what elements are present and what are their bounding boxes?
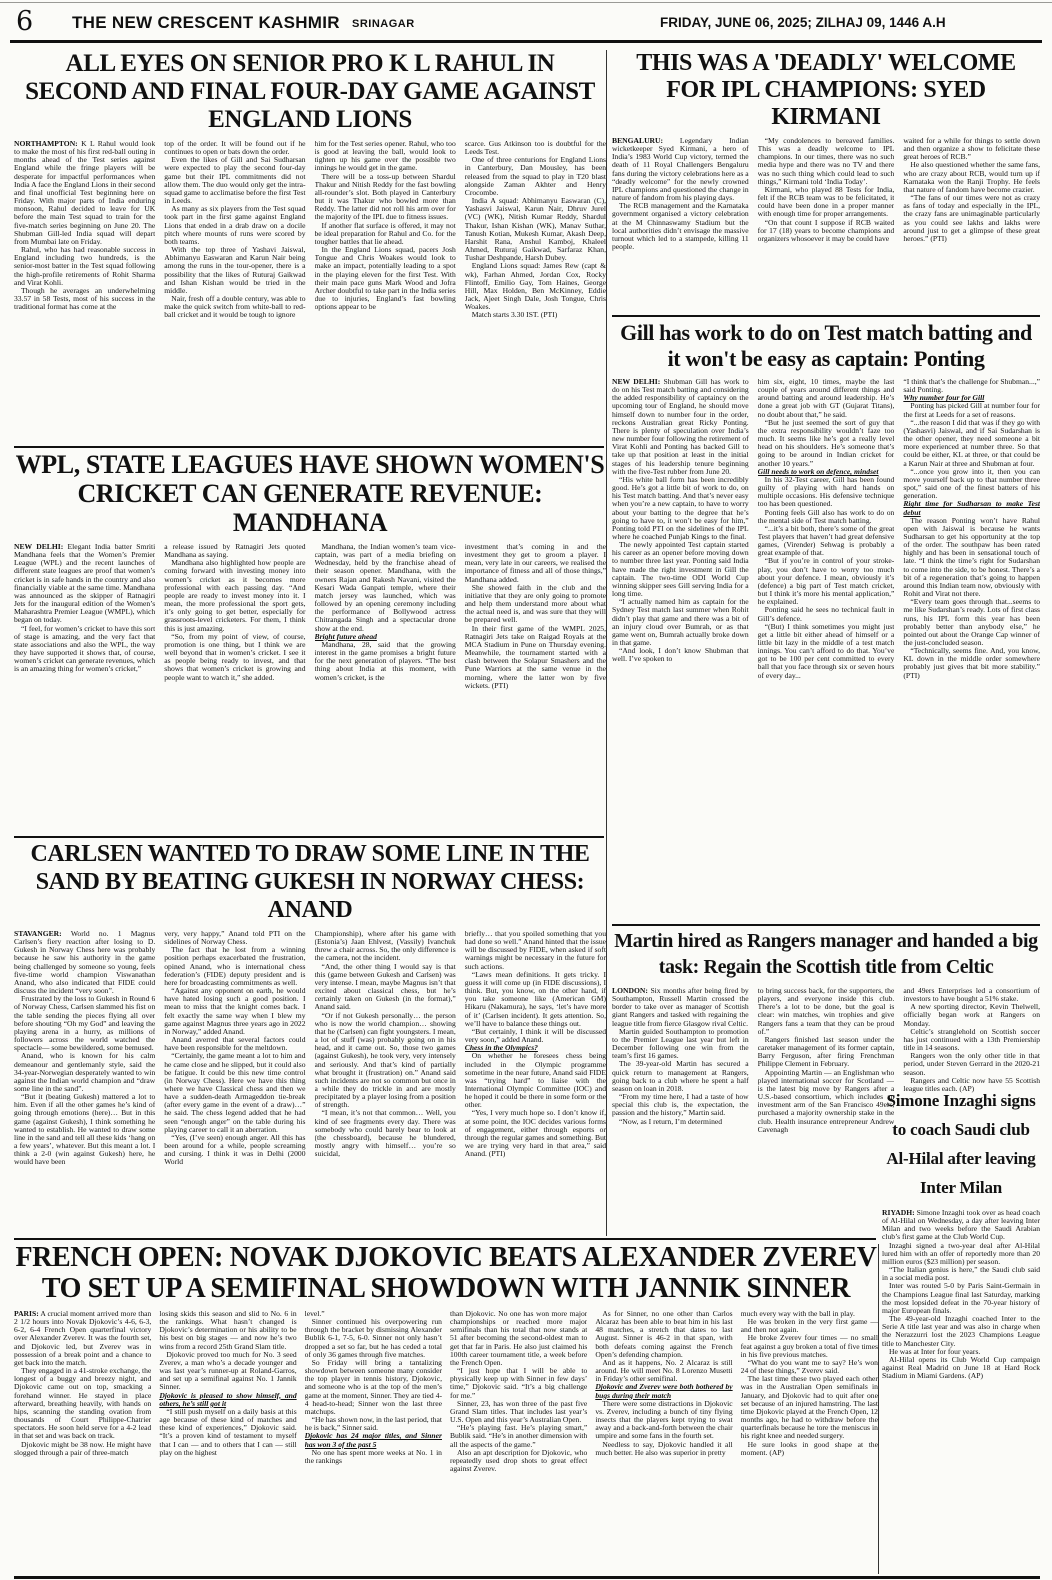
article-gill-body bbox=[612, 378, 1040, 924]
article-column bbox=[465, 930, 606, 1260]
paragraph: Rahul, who has had reasonable success in England including two hundreds, is the senior-most batter in the Test squad following the high-profile retirements of Rohit Sharma and Virat Kohli. bbox=[14, 245, 156, 287]
paragraph: a release issued by Ratnagiri Jets quoted Mandhana as saying. bbox=[164, 543, 306, 560]
paragraph-subhead: Right time for Sudharsan to make Test debut bbox=[903, 499, 1040, 517]
article-gill-headline: Gill has work to do on Test match batting and it won't be easy as captain: Ponting bbox=[620, 320, 1032, 371]
paragraph: Inzaghi signed a two-year deal after Al-Hilal lured him with an offer of reportedly more than 20 million euros ($23 million) per season. bbox=[882, 1240, 1040, 1266]
paragraph: “His white ball form has been incredibly good. He’s got a little bit of work to do, on his Test match batting. And that’s never easy when you’re a new captain, to have to worry about your batting to the degree that he’s going to have to, it won’t be easy for him,” Ponting told PTI on the sidelines of the IPL where he coached Punjab Kings to the final. bbox=[612, 474, 749, 541]
article-column bbox=[450, 1310, 587, 1576]
paragraph: Rangers won the only other title in that period, under Steven Gerrard in the 2020-21 season. bbox=[903, 1051, 1040, 1077]
article-column bbox=[595, 1310, 732, 1576]
article-column bbox=[903, 137, 1040, 339]
dateline: PARIS: bbox=[14, 1310, 39, 1318]
paragraph-subhead: Bright future ahead bbox=[314, 631, 377, 641]
paragraph: Rangers finished last season under the caretaker management of its former captain, Barry Ferguson, after firing Frenchman Philippe Clement in February. bbox=[757, 1034, 895, 1069]
paragraph: In his 32-Test career, Gill has been found guilty of playing with hard hands on multiple occasions. His defensive technique too has been questioned. bbox=[757, 474, 895, 509]
dateline: BENGALURU: bbox=[612, 137, 664, 145]
paragraph: Sinner continued his overpowering run through the bracket by dismissing Alexander Bublik 6-1, 7-5, 6-0. Sinner not only hasn’t dropped a set so far, but he has ceded a total of only 36 games through five matches. bbox=[304, 1317, 442, 1359]
article-column bbox=[315, 930, 456, 1260]
paragraph: And as it happens, No. 2 Alcaraz is still around. He will meet No. 8 Lorenzo Musetti in Friday’s other semifinal. bbox=[595, 1357, 733, 1384]
paragraph: “The fans of our times were not as crazy as fans of today and especially in the IPL, the crazy fans are unimaginable particularly as you could see lakhs and lakhs were around just to get a glimpse of these great heroes.” (PTI) bbox=[903, 193, 1040, 243]
dateline: NEW DELHI: bbox=[14, 543, 64, 551]
page-number: 6 bbox=[16, 6, 34, 37]
paragraph: “I actually named him as captain for the Sydney Test match last summer when Rohit didn’t play that game and there was a bit of an injury cloud over Bumrah, or as that game went on, Bumrah actually broke down in that game. bbox=[612, 597, 749, 647]
article-column bbox=[14, 140, 155, 470]
article-column bbox=[315, 543, 456, 863]
paragraph-subhead: Gill needs to work on defence, mindset bbox=[757, 466, 879, 476]
divider-french-top bbox=[14, 1238, 876, 1240]
masthead-title: THE NEW CRESCENT KASHMIR bbox=[72, 13, 340, 32]
article-column bbox=[164, 140, 305, 470]
article-column bbox=[741, 1310, 878, 1576]
paragraph: The fact that he lost from a winning position perhaps exacerbated the frustration, opined Anand, who is international chess federation’s (FIDE) deputy president and is here for broadcasting commitments as well. bbox=[164, 945, 306, 987]
article-column bbox=[612, 378, 749, 924]
paragraph: NEW DELHI: Elegant India batter Smriti Mandhana feels that the Women’s Premier League (WPL) and the recent launches of different state leagues are proof that women’s cricket is in safe hands in the country and also financially viable at the same time. Mandhana was announced as the skipper of Ratnagiri Jets for the inaugural edition of the Women’s Maharashtra Premier League (WMPL), which began on today. bbox=[14, 543, 156, 625]
paragraph: “Laws mean definitions. It gets tricky. I guess it will come up (in FIDE discussions), I think. But, you know, on the other hand, if you take someone like (American GM) Hikaru (Nakamura), he says, ‘let’s have more of it’ (Carlsen incident). It gets attention. So, we’ll have to balance these things out. bbox=[464, 969, 606, 1028]
article-column bbox=[14, 1310, 151, 1576]
page-bottom-rule bbox=[14, 1576, 1040, 1579]
paragraph: Rangers and Celtic now have 55 Scottish league titles each. (AP) bbox=[903, 1075, 1040, 1093]
paragraph: “He has shown now, in the last period, that he is back,” Sinner said. bbox=[304, 1415, 442, 1433]
paragraph: “And look, I don’t know Shubman that well. I’ve spoken to bbox=[612, 646, 749, 664]
paragraph: than Djokovic. No one has won more major championships or reached more major semifinals than his total that now stands at 51 after becoming the second-oldest man to get that far in Paris. He also just claimed his 100th career tournament title, a week before the French Open. bbox=[449, 1310, 588, 1367]
paragraph: “I just hope that I will be able to physically keep up with Sinner in few days’ time,” Djokovic said. “It’s a big challenge for me.” bbox=[449, 1366, 588, 1400]
paragraph: The 49-year-old Inzaghi coached Inter to the Serie A title last year and was also in charge when the Nerazzurri lost the 2023 Champions League title to Manchester City. bbox=[882, 1314, 1040, 1348]
paragraph: Championship), where after his game with (Estonia’s) Jaan Ehlvest, (Vassily) Ivanchuk threw a chair across. So, the only difference is the camera, not the incident. bbox=[314, 930, 456, 963]
paragraph: Appointing Martin — an Englishman who played international soccer for Scotland — is the latest big move by Rangers after a U.S.-based consortium, which includes an investment arm of the San Francisco 49ers, purchased a majority ownership stake in the club. Health insurance entrepreneur Andrew Cavenagh bbox=[757, 1067, 895, 1134]
article-martin-headline: Martin hired as Rangers manager and handed a big task: Regain the Scottish title from Celtic bbox=[614, 930, 1038, 978]
paragraph-subhead: Djokovic and Zverev were both bothered by bugs during their match bbox=[595, 1382, 733, 1400]
article-kirmani-body bbox=[612, 137, 1040, 339]
paragraph: He sure looks in good shape at the moment. (AP) bbox=[740, 1439, 878, 1457]
divider-gill-martin bbox=[612, 924, 1040, 926]
paragraph: Ponting feels Gill also has work to do on the mental side of Test match batting. bbox=[757, 507, 895, 525]
paragraph: BENGALURU: Legendary Indian wicketkeeper Syed Kirmani, a hero of India’s 1983 World Cup victory, termed the death of 11 Royal Challengers Bengaluru fans during the victory celebrations here as a “deadly welcome” for the newly crowned IPL champions and questioned the change in nature of fandom from his playing days. bbox=[612, 137, 749, 203]
paragraph: Sinner, 23, has won three of the past five Grand Slam titles. That includes last year’s U.S. Open and this year’s Australian Open. bbox=[449, 1398, 588, 1425]
paragraph: The RCB management and the Karnataka government organised a victory celebration at the M Chinnaswamy Stadium but the local authorities didn’t envisage the massive turnout which led to a stampede, killing 11 people. bbox=[612, 201, 749, 252]
article-carlsen-headline: CARLSEN WANTED TO DRAW SOME LINE IN THE SAND BY BEATING GUKESH IN NORWAY CHESS: ANAND bbox=[30, 841, 590, 923]
article-kirmani bbox=[612, 50, 1040, 314]
article-column bbox=[758, 137, 895, 339]
paragraph: He was at Inter for four years. bbox=[889, 1346, 981, 1356]
paragraph: him six, eight, 10 times, maybe the last couple of years around different things and around batting and around leadership. He’s done a great job with GT (Gujarat Titans), no doubt about that,” he said. bbox=[757, 378, 895, 419]
paragraph: “But if you’re in control of your stroke-play, you don’t have to worry too much about your defence. I mean, obviously it’s (defence) a big part of Test match cricket, but I think it’s more his mental application,” he explained. bbox=[757, 556, 895, 607]
paragraph: much every way with the ball in play. bbox=[740, 1310, 855, 1318]
paragraph: “What do you want me to say? He’s won 24 of these things,” Zverev said. bbox=[740, 1357, 878, 1376]
paragraph: She showed faith in the club and the initiative that they are only going to promote and help them understand more about what the actual need is, and was sure that they will be prepared well. bbox=[464, 582, 606, 625]
paragraph: So Friday will bring a tantalizing showdown between someone many consider the top player in tennis history, Djokovic, and someone who is at the top of the men’s game at the moment, Sinner. They are tied 4-4 head-to-head; Sinner won the last three matchups. bbox=[304, 1357, 442, 1416]
article-column bbox=[903, 378, 1040, 924]
paragraph: Anand averred that several factors could have been responsible for the meltdown. bbox=[164, 1035, 306, 1053]
article-french-headline: FRENCH OPEN: NOVAK DJOKOVIC BEATS ALEXANDER ZVEREV TO SET UP A SEMIFINAL SHOWDOWN WITH JANNIK SINNER bbox=[15, 1242, 877, 1304]
paragraph: If another flat surface is offered, it may not be ideal preparation for Rahul and Co. for the tougher battles that lie ahead. bbox=[314, 220, 456, 246]
article-column bbox=[758, 987, 895, 1221]
paragraph: As many as six players from the Test squad took part in the first game against England Lions that ended in a drab draw on a docile pitch where mounts of runs were scored by both teams. bbox=[164, 204, 306, 246]
paragraph: top of the order. It will be found out if he continues to open or bats down the order. bbox=[164, 140, 306, 157]
paragraph: “...once you grow into it, then you can move yourself back up to that number three spot,” said one of the finest batters of his generation. bbox=[903, 466, 1040, 501]
paragraph: “And, the other thing I would say is that this (game between Gukesh and Carlsen) was very intense. I mean, maybe Magnus isn’t that excited about classical chess, but he’s certainly taken on Gukesh (in the format),” Anand said. bbox=[314, 961, 456, 1012]
article-column bbox=[315, 140, 456, 470]
article-french bbox=[14, 1242, 878, 1576]
paragraph: “But certainly, I think it will be discussed very soon,” added Anand. bbox=[464, 1026, 606, 1045]
paragraph: In the England Lions squad, pacers Josh Tongue and Chris Woakes would look to make an impact, potentially leading to a spot in the playing eleven for the first Test. With their main pace guns Mark Wood and Jofra Archer doubtful to take part in the India series due to injuries, England’s fast bowling options appear to be bbox=[314, 245, 456, 312]
inzaghi-vertical-divider bbox=[878, 1244, 879, 1574]
dateline: STAVANGER: bbox=[14, 930, 62, 938]
paragraph: Match starts 3.30 IST. (PTI) bbox=[471, 310, 558, 320]
article-column bbox=[465, 140, 606, 470]
paragraph: level.” bbox=[304, 1310, 325, 1318]
paragraph: “So, from my point of view, of course, promotion is one thing, but I think we are well beyond that in women’s cricket. I see it as people being ready to invest, and that shows that women’s cricket is growing and people want to watch it,” she added. bbox=[164, 631, 306, 682]
paragraph: On whether he foresees chess being included in the Olympic programme sometime in the near future, Anand said FIDE was “trying hard” to liaise with the International Olympic Committee (IOC) and he hoped it could be there in some form or the other. bbox=[464, 1051, 606, 1110]
article-column bbox=[164, 543, 305, 863]
paragraph: him for the Test series opener. Rahul, who too is good at leaving the ball, would look to tighten up his game over the possible two innings he would get in the game. bbox=[314, 140, 456, 173]
article-mandhana-headline: WPL, STATE LEAGUES HAVE SHOWN WOMEN'S CRICKET CAN GENERATE REVENUE: MANDHANA bbox=[15, 450, 605, 537]
paragraph-subhead: Djokovic is pleased to show himself, and others, he’s still got it bbox=[159, 1390, 297, 1408]
paragraph: NORTHAMPTON: K L Rahul would look to make the most of his first red-ball outing in months ahead of the Test series against England while the fringe players will be desperate for impactful performances when India A face the England Lions in their second and final unofficial Test beginning here on Friday. With major parts of India enduring monsoon, Rahul decided to leave for UK before the main Test squad to train for the five-match series beginning on June 20. The Shubman Gill-led India squad will depart from Mumbai late on Friday. bbox=[14, 140, 156, 246]
paragraph: “I feel, for women’s cricket to have this sort of stage is amazing, and the very fact that state associations and also the WPL, the way they have supported it shows that, of course, women’s cricket can generate revenues, which is an amazing thing for women’s cricket,” bbox=[14, 623, 156, 674]
paragraph: He was broken in the very first game — and then not again. bbox=[740, 1317, 878, 1335]
paragraph: Celtic’s stranglehold on Scottish soccer has just continued with a 13th Premiership title in 14 seasons. bbox=[903, 1026, 1040, 1053]
dateline: RIYADH: bbox=[882, 1209, 915, 1217]
paragraph: Martin guided Southampton to promotion to the Premier League last year but left in December following one win from the team’s first 16 games. bbox=[612, 1026, 749, 1061]
paragraph: investment that’s coming in and the investment they get to groom a player. I mean, very late in our careers, we realised the importance of fitness and all of those things,” Mandhana added. bbox=[464, 543, 606, 584]
divider-mandhana-carlsen bbox=[14, 836, 604, 838]
paragraph: scarce. Gus Atkinson too is doubtful for the Leeds Test. bbox=[464, 140, 606, 157]
article-column bbox=[305, 1310, 442, 1576]
article-column bbox=[164, 930, 305, 1260]
paragraph: to bring success back, for the supporters, the players, and everyone inside this club. There’s a lot to be done, but the goal is clear: win matches, win trophies and give Rangers fans a team that they can be proud of.” bbox=[757, 987, 895, 1036]
paragraph: “Or if not Gukesh personally… the person who is now the world champion… showing that he (Carlsen) can fight youngsters. I mean, a lot of stuff (was) probably going on in his head, and it came out. So, those two games (against Gukesh), he took very, very intensely and seriously. And that’s kind of partially what brought it (frustration) on.” Anand said such incidents are not so common but once in a while they do trickle in and are mostly precipitated by a player losing from a position of strength. bbox=[314, 1010, 456, 1110]
dateline: NORTHAMPTON: bbox=[14, 140, 78, 148]
article-column bbox=[758, 378, 895, 924]
paragraph: He broke Zverev four times — no small feat against a guy broken a total of five times in his five previous matches. bbox=[740, 1333, 878, 1359]
article-inzaghi bbox=[882, 1086, 1040, 1578]
paragraph: England Lions squad: James Rew (capt & wk), Farhan Ahmed, Jordan Cox, Rocky Flintoff, Emilio Gay, Tom Haines, George Hill, Max Holden, Ben McKinney, Eddie Jack, Ajeet Singh Dale, Josh Tongue, Chris Woakes. bbox=[464, 261, 606, 312]
divider-rahul-mandhana bbox=[14, 446, 604, 448]
article-column bbox=[14, 930, 155, 1260]
article-rahul-headline: ALL EYES ON SENIOR PRO K L RAHUL IN SECOND AND FINAL FOUR-DAY GAME AGAINST ENGLAND LIONS bbox=[25, 50, 595, 133]
article-mandhana-body bbox=[14, 543, 606, 863]
paragraph: RIYADH: Simone Inzaghi took over as head coach of Al-Hilal on Wednesday, a day after leaving Inter Milan and two weeks before the Saudi Arabian club’s first game at the Club World Cup. bbox=[882, 1209, 1040, 1242]
paragraph: “...it’s a bit both, there’s some of the great Test players that haven’t had great defensive games, (Virender) Sehwag is probably a great example of that. bbox=[757, 523, 895, 558]
paragraph: “Every team goes through that...seems to me like Sudarshan’s ready. Lots of first class runs, his IPL form this year has been probably better than anybody else,” he pointed out about the Orange Cap winner of the just-concluded season. bbox=[903, 597, 1040, 647]
article-column bbox=[612, 137, 749, 339]
article-column bbox=[14, 543, 155, 863]
paragraph: LONDON: Six months after being fired by Southampton, Russell Martin crossed the border to take over as manager of Scottish giant Rangers and tasked with regaining the league title from fierce Glasgow rival Celtic. bbox=[612, 987, 749, 1028]
paragraph: Mandhana also highlighted how people are coming forward with investing money into women’s cricket as it becomes more professional with each passing day. “And people are ready to invest money into it. I mean, the more professional the sport gets, it’s only going to get better, especially for grassroots-level cricketers. For them, I think this is just amazing. bbox=[164, 558, 306, 633]
paragraph: The newly appointed Test captain started his career as an opener before moving down to number three last year. Ponting said India have made the right investment in Gill the captain. The two-time ODI World Cup winning skipper sees Gill serving India for a long time. bbox=[612, 540, 749, 599]
paragraph: “Yes, I very much hope so. I don’t know if, at some point, the IOC decides various forms of engagement, either through esports or through the regular games and something. But we are trying very hard in that area,” said Anand. (PTI) bbox=[464, 1108, 606, 1159]
paragraph: “The Italian genius is here,” the Saudi club said in a social media post. bbox=[882, 1265, 1040, 1283]
paragraph: One of three centurions for England Lions in Canterbury, Dan Mousley, has been released from the squad to play in T20 blast alongside Zaman Akhter and Henry Crocombe. bbox=[464, 155, 606, 197]
paragraph: very, very happy,” Anand told PTI on the sidelines of Norway Chess. bbox=[164, 930, 306, 947]
paragraph: Even the likes of Gill and Sai Sudharsan were expected to play the second four-day game but their IPL commitments did not allow them. The duo would only get the intra-squad game to acclimatise before the first Test in Leeds. bbox=[164, 155, 306, 206]
article-carlsen bbox=[14, 840, 606, 1234]
paragraph: briefly… that you spoiled something that you had done so well.” Anand hinted that the issue will be discussed by FIDE, when asked if soft warnings might be necessary in the future for such actions. bbox=[464, 930, 606, 971]
paragraph: Djokovic might be 38 now. He might have slogged through a pair of three-match bbox=[14, 1439, 152, 1457]
header-bottom-rule bbox=[10, 40, 1042, 43]
article-gill bbox=[612, 320, 1040, 922]
article-mandhana bbox=[14, 450, 606, 834]
paragraph: A new sporting director, Kevin Thelwell, officially began work at Rangers on Monday. bbox=[903, 1002, 1040, 1028]
article-inzaghi-body bbox=[882, 1209, 1040, 1545]
article-inzaghi-headline: Simone Inzaghi signs to coach Saudi club Al-Hilal after leaving Inter Milan bbox=[886, 1091, 1036, 1197]
paragraph: He also questioned whether the same fans, who are crazy about RCB, would turn up if Karnataka won the Ranji Trophy. He feels that nature of fandom have become crazier. bbox=[903, 160, 1040, 194]
paragraph: With the top three of Yashavi Jaiswal, Abhimanyu Easwaran and Karun Nair being among the runs in the tour-opener, there is a possibility that the likes of Ruturaj Gaikwad and Ishan Kishan would be tried in the middle. bbox=[164, 245, 306, 295]
paragraph: The 39-year-old Martin has secured a quick return to management at Rangers, going back to a club where he spent a half season on loan in 2018. bbox=[612, 1059, 749, 1093]
paragraph: No one has spent more weeks at No. 1 in the rankings bbox=[304, 1447, 442, 1465]
article-column bbox=[159, 1310, 296, 1576]
article-column bbox=[612, 987, 749, 1221]
paragraph: “My condolences to bereaved families. This was a deadly welcome to IPL champions. In our times, there was no such media hype and there was no TV and there was no such thing which could lead to such things,” Kirmani told ‘India Today’. bbox=[757, 137, 895, 186]
paragraph: “...the reason I did that was if they go with (Yashasvi) Jaiswal, and if Sai Sudarshan is the other opener, they need someone a bit more experienced at number three. So that could be either, KL at three, or that could be a Karun Nair at three and Shubman at four. bbox=[903, 417, 1040, 468]
paragraph: “He’s playing fast. He’s playing smart,” Bublik said. “He’s in another dimension with all the aspects of the game.” bbox=[449, 1423, 588, 1449]
paragraph: “I think that’s the challenge for Shubman...,” said Ponting. bbox=[903, 378, 1040, 395]
paragraph: Ponting has picked Gill at number four for the first at Leeds for a set of reasons. bbox=[903, 401, 1040, 419]
paragraph: “I mean, it’s not that common… Well, you kind of see fragments every day. There was somebody who could barely bear to look at (the chessboard), because he blundered, mostly angry with himself… you’re so suicidal, bbox=[314, 1108, 456, 1159]
paragraph: In their first game of the WMPL 2025, Ratnagiri Jets take on Raigad Royals at the MCA Stadium in Pune on Thursday evening. Meanwhile, the tournament started with a clash between the Solapur Smashers and the Pune Warriors at the same venue in the morning, where the latter won by five wickets. (PTI) bbox=[464, 623, 606, 690]
paragraph-subhead: Chess in the Olympics? bbox=[464, 1043, 538, 1053]
article-french-body bbox=[14, 1310, 878, 1576]
paragraph: Djokovic proved too much for No. 3 seed Zverev, a man who’s a decade younger and was last year’s runner-up at Roland-Garros, and set up a semifinal against No. 1 Jannik Sinner. bbox=[159, 1349, 297, 1392]
paragraph: Kirmani, who played 88 Tests for India, felt if the RCB team was to be felicitated, it could have been done in a proper manner with enough time for proper arrangements. bbox=[757, 184, 895, 219]
paragraph: Needless to say, Djokovic handled it all much better. He also was superior in pretty bbox=[595, 1439, 733, 1457]
paragraph: “But he just seemed the sort of guy that the extra responsibility wouldn’t faze too much. It seems like he’s got a really level head on his shoulders. He’s someone that’s going to be around in Indian cricket for another 10 years.” bbox=[757, 417, 895, 468]
paragraph: Anand, who is known for his calm demeanour and gentlemanly style, said the 34-year-Norwegian desperately wanted to win against the Indian world champion and “draw some line in the sand”. bbox=[14, 1051, 156, 1093]
paragraph: “Certainly, the game meant a lot to him and he came close and he slipped, but it could also be fatigue. It could be this new time control (in Norway Chess). Here we have this thing where we have Classical chess and then we have a sudden-death Armageddon tie-break (after every game in the event of a draw)…” he said. The chess legend added that he had seen “enough anger” on the table during his playing career to call it an aberration. bbox=[164, 1051, 306, 1134]
paragraph: “(But) I think sometimes you might just get a little bit either ahead of himself or a little bit lazy in the middle of a test match innings. You can’t afford to do that. You’ve got to be 100 per cent committed to every ball that you face through six or seven hours of every day... bbox=[757, 621, 895, 680]
header-top-rule bbox=[0, 2, 1052, 3]
paragraph: Mandhana, 28, said that the growing interest in the game promises a bright future for the next generation of players. “The best thing about India at this moment, with women’s cricket, is the bbox=[314, 639, 456, 682]
paragraph: As for Sinner, no one other than Carlos Alcaraz has been able to beat him in his last 48 matches, a stretch that dates to last August. Sinner is 46-2 in that span, with both defeats coming against the French Open’s defending champion. bbox=[595, 1310, 733, 1359]
paragraph: “On that count I suppose if RCB waited for 17 (18) years to become champions and organizers whosoever it may be could have bbox=[757, 217, 895, 243]
paragraph: Also an apt description for Djokovic, who repeatedly used drop shots to great effect against Zverev. bbox=[449, 1447, 588, 1473]
paragraph: “Technically, seems fine. And, you know, KL down in the middle order somewhere probably just gives that bit more stability.” (PTI) bbox=[903, 646, 1040, 680]
article-column bbox=[882, 1209, 1040, 1545]
paragraph-subhead: Why number four for Gill bbox=[903, 393, 985, 403]
article-rahul bbox=[14, 50, 606, 446]
paragraph: The last time these two played each other was in the Australian Open semifinals in January, and Djokovic had to quit after one set because of an injured hamstring. The last time Djokovic played at the French Open, 12 months ago, he had to withdraw before the quarterfinals because he tore the meniscus in his right knee and needed surgery. bbox=[740, 1374, 878, 1441]
paragraph: The reason Ponting won’t have Rahul open with Jaiswal is because he wants Sudharsan to get his opportunity at the top of the order. The southpaw has been rated highly and has been in sensational touch of late. “I think the time’s right for Sudarshan to come into the side, to be honest. There’s a bit of a regeneration that’s going to happen around this Indian team now, obviously with Rohit and Virat not there. bbox=[903, 515, 1040, 599]
article-rahul-body bbox=[14, 140, 606, 470]
header-date: FRIDAY, JUNE 06, 2025; ZILHAJ 09, 1446 A.H bbox=[660, 15, 946, 30]
paragraph: losing skids this season and slid to No. 6 in the rankings. What hasn’t changed is Djokovic’s determination or his ability to be his best on big stages — and now he’s two wins from a record 25th Grand Slam title. bbox=[159, 1310, 297, 1351]
paragraph: Al-Hilal opens its Club World Cup campaign against Real Madrid on June 18 at Hard Rock Stadium in Miami Gardens. (AP) bbox=[882, 1354, 1040, 1381]
paragraph: “From my time here, I had a taste of how special this club is, the expectation, the passion and the history,” Martin said. bbox=[612, 1092, 749, 1118]
paragraph: India A squad: Abhimanyu Easwaran (C), Yashasvi Jaiswal, Karun Nair, Dhruv Jurel (VC) (WK), Nitish Kumar Reddy, Shardul Thakur, Ishan Kishan (WK), Manav Suthar, Tanush Kotian, Mukesh Kumar, Akash Deep, Harshit Rana, Anshul Kamboj, Khaleel Ahmed, Ruturaj Gaikwad, Sarfaraz Khan, Tushar Deshpande, Harsh Dubey. bbox=[464, 196, 606, 263]
paragraph: Ponting said he sees no technical fault in Gill’s defence. bbox=[757, 605, 895, 623]
paragraph: Inter was routed 5-0 by Paris Saint-Germain in the Champions League final last Saturday, marking the most lopsided defeat in the 70-year history of major European finals. bbox=[882, 1281, 1040, 1315]
divider-kirmani-gill bbox=[612, 315, 1040, 317]
paragraph: They engaged in a 41-stroke exchange, the longest of a buggy and breezy night, and Djokovic came out on top, smacking a forehand winner. He stayed in place afterward, breathing heavily, with hands on hips, scanning the standing ovation from thousands of Court Philippe-Chatrier spectators. He soon held serve for a 4-2 lead in that set and was back on track. bbox=[14, 1366, 152, 1441]
paragraph: “Yes, (I’ve seen) enough anger. All this has been around for a while, people screaming and cursing. I think it was in Delhi (2000 World bbox=[164, 1132, 306, 1167]
paragraph: “I still push myself on a daily basis at this age because of these kind of matches and these kind of experiences,” Djokovic said. “It’s a proven kind of testament to myself that I can — and to others that I can — still play on the highest bbox=[159, 1406, 297, 1457]
paragraph: NEW DELHI: Shubman Gill has work to do on his Test match batting and considering the added responsibility of captaincy on the upcoming tour of England, he should move himself down to number four in the order, reckons Australian great Ricky Ponting. There is plenty of speculation over India’s new number four following the retirement of Virat Kohli and Ponting has backed Gill to take up that position at least in the initial stages of his leadership tenure beginning with the five-Test rubber from June 20. bbox=[612, 378, 749, 476]
center-vertical-divider bbox=[606, 50, 607, 1236]
dateline: LONDON: bbox=[612, 987, 648, 995]
paragraph: STAVANGER: World no. 1 Magnus Carlsen’s fiery reaction after losing to D. Gukesh in Norway Chess here was probably because he saw his authority in the game being challenged by someone so young, feels five-time world champion Viswanathan Anand, who also indicated that FIDE could discuss the incident “very soon”. bbox=[14, 930, 156, 996]
paragraph-subhead: Djokovic has 24 major titles, and Sinner has won 3 of the past 5 bbox=[304, 1431, 442, 1449]
article-kirmani-headline: THIS WAS A 'DEADLY' WELCOME FOR IPL CHAMPIONS: SYED KIRMANI bbox=[636, 50, 1016, 130]
paragraph: Mandhana, the Indian women’s team vice-captain, was part of a media briefing on Wednesday, held by the franchise ahead of their season opener. Mandhana, with the owners Rajan and Rakesh Navani, visited the Kesari Wada Ganpati temple, where their match jersey was launched, which was followed by an opening ceremony including the performance of Bollywood actress Chitrangada Singh and a spectacular drone show at the end. bbox=[314, 543, 456, 633]
paragraph: There were some distractions in Djokovic vs. Zverev, including a bunch of tiny flying insects that the players kept trying to swat away and a back-and-forth between the chair umpire and some fans in the fourth set. bbox=[595, 1398, 733, 1441]
paragraph: “Now, as I return, I’m determined bbox=[619, 1116, 723, 1126]
dateline: NEW DELHI: bbox=[612, 378, 661, 386]
paragraph: and 49ers Enterprises led a consortium of investors to have bought a 51% stake. bbox=[903, 987, 1040, 1004]
article-carlsen-body bbox=[14, 930, 606, 1260]
paragraph: Nair, fresh off a double century, was able to make the quick switch from white-ball to red-ball cricket and it would be tough to ignore bbox=[164, 293, 306, 320]
paragraph: “Against any opponent on earth, he would have hated losing such a good position. I mean to miss that the knight comes back. I felt exactly the same way when I blew my game against Magnus three years ago in 2022 in Norway,” added Anand. bbox=[164, 986, 306, 1036]
article-column bbox=[465, 543, 606, 863]
paragraph: waited for a while for things to settle down and then organize a show to felicitate these great heroes of RCB.” bbox=[903, 137, 1040, 162]
masthead-city: SRINAGAR bbox=[352, 18, 415, 30]
paragraph: “But it (beating Gukesh) mattered a lot to him. Even if all the other games he’s kind of going through emotions (here)… But in this game (against Gukesh), I think something he wanted to establish. He wanted to draw some line in the sand and tell all these kids ‘hang on a few years’, whatever. But this meant a lot. I think a 2-0 (win against Gukesh) here, he would have been bbox=[14, 1092, 156, 1167]
paragraph: Though he averages an underwhelming 33.57 in 58 Tests, most of his success in the traditional format has come at the bbox=[14, 285, 156, 312]
paragraph: Frustrated by the loss to Gukesh in Round 6 of Norway Chess, Carlsen slammed his fist on the table sending the pieces flying all over before shouting “Oh my God” and leaving the playing arena in a hurry, as millions of followers across the world watched the spectacle— some bewildered, some bemused. bbox=[14, 994, 156, 1053]
paragraph: PARIS: A crucial moment arrived more than 2 1/2 hours into Novak Djokovic’s 4-6, 6-3, 6-2, 6-4 French Open quarterfinal victory over Alexander Zverev. It was the fourth set, and Djokovic led, but Zverev was in possession of a break point and a chance to get back into the match. bbox=[14, 1310, 152, 1367]
page-header bbox=[0, 0, 1052, 44]
paragraph: There will be a toss-up between Shardul Thakur and Nitish Reddy for the fast bowling all-rounder’s slot. Both played in Canterbury but it was Thakur who bowled more than Reddy. The latter did not roll his arm over for the majority of the IPL due to fitness issues. bbox=[314, 171, 456, 222]
